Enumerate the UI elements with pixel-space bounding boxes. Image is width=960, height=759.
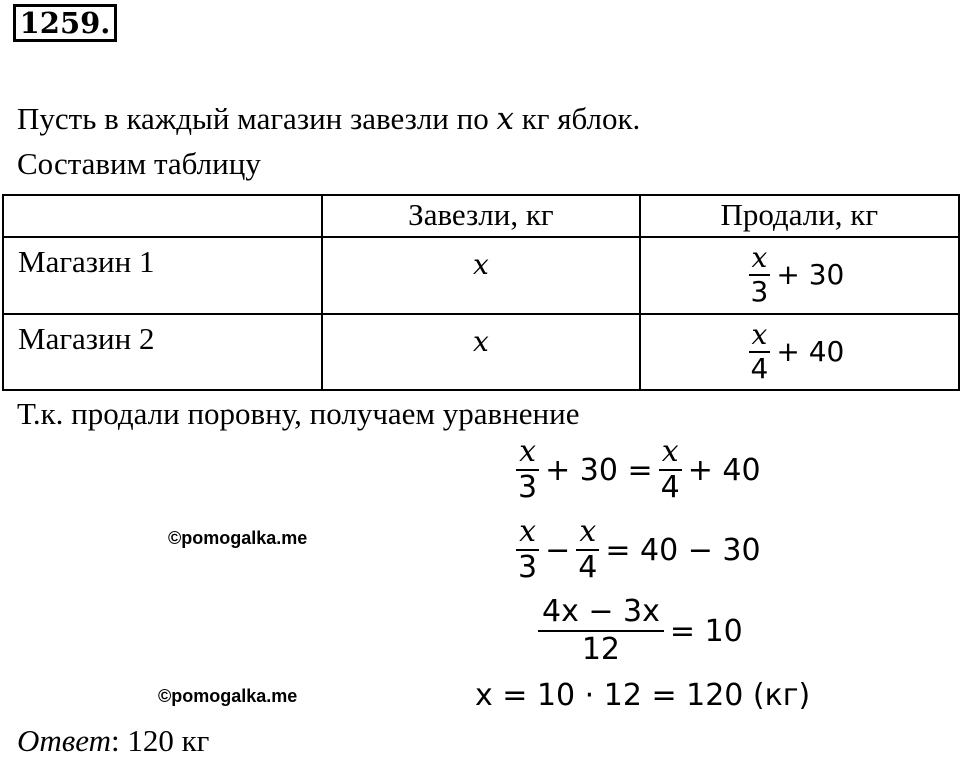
- answer-value: : 120 кг: [110, 723, 210, 758]
- row-brought: x: [322, 237, 639, 314]
- intro-part-2: кг яблок.: [513, 101, 641, 136]
- table-header-empty: [3, 195, 322, 237]
- table-header-brought: Завезли, кг: [322, 195, 639, 237]
- table-intro: Составим таблицу: [17, 146, 261, 181]
- eq3-fraction: $\frac{4x - 3x}{12}$: [540, 594, 662, 668]
- intro-part-1: Пусть в каждый магазин завезли по: [17, 101, 497, 136]
- row-label: Магазин 2: [3, 314, 322, 390]
- sold-fraction: $\frac{x}{4}$: [750, 317, 769, 385]
- equation-intro: Т.к. продали поровну, получаем уравнение: [17, 396, 580, 431]
- intro-variable: x: [496, 101, 514, 137]
- answer-label: Ответ: [17, 723, 111, 758]
- row-label: Магазин 1: [3, 237, 322, 314]
- problem-number: 1259.: [13, 4, 117, 42]
- intro-text: [17, 101, 640, 137]
- table-row: [3, 237, 959, 314]
- equation-4: x = 10 · 12 = 120 (кг): [475, 678, 811, 713]
- equation-1: $\frac{x}{3}$ + 30 = $\frac{x}{4}$ + 40: [518, 434, 761, 505]
- eq2-fraction-1: $\frac{x}{3}$: [518, 514, 538, 585]
- sold-fraction: $\frac{x}{3}$: [750, 241, 769, 308]
- equation-2: $\frac{x}{3}$ − $\frac{x}{4}$ = 40 − 30: [518, 514, 761, 585]
- row-brought: x: [322, 314, 639, 390]
- eq1-fraction-1: $\frac{x}{3}$: [518, 434, 538, 505]
- table-row: [3, 314, 959, 390]
- data-table: [2, 194, 960, 391]
- watermark: ©pomogalka.me: [158, 686, 298, 706]
- watermark: ©pomogalka.me: [168, 528, 308, 548]
- eq1-fraction-2: $\frac{x}{4}$: [660, 434, 680, 505]
- eq2-fraction-2: $\frac{x}{4}$: [578, 514, 598, 585]
- table-header-sold: Продали, кг: [640, 195, 959, 237]
- equation-3: $\frac{4x - 3x}{12}$ = 10: [540, 592, 743, 670]
- row-sold: $\frac{x}{3}$ + 30: [640, 237, 959, 314]
- row-sold: $\frac{x}{4}$ + 40: [640, 314, 959, 390]
- table-header-row: [3, 195, 959, 237]
